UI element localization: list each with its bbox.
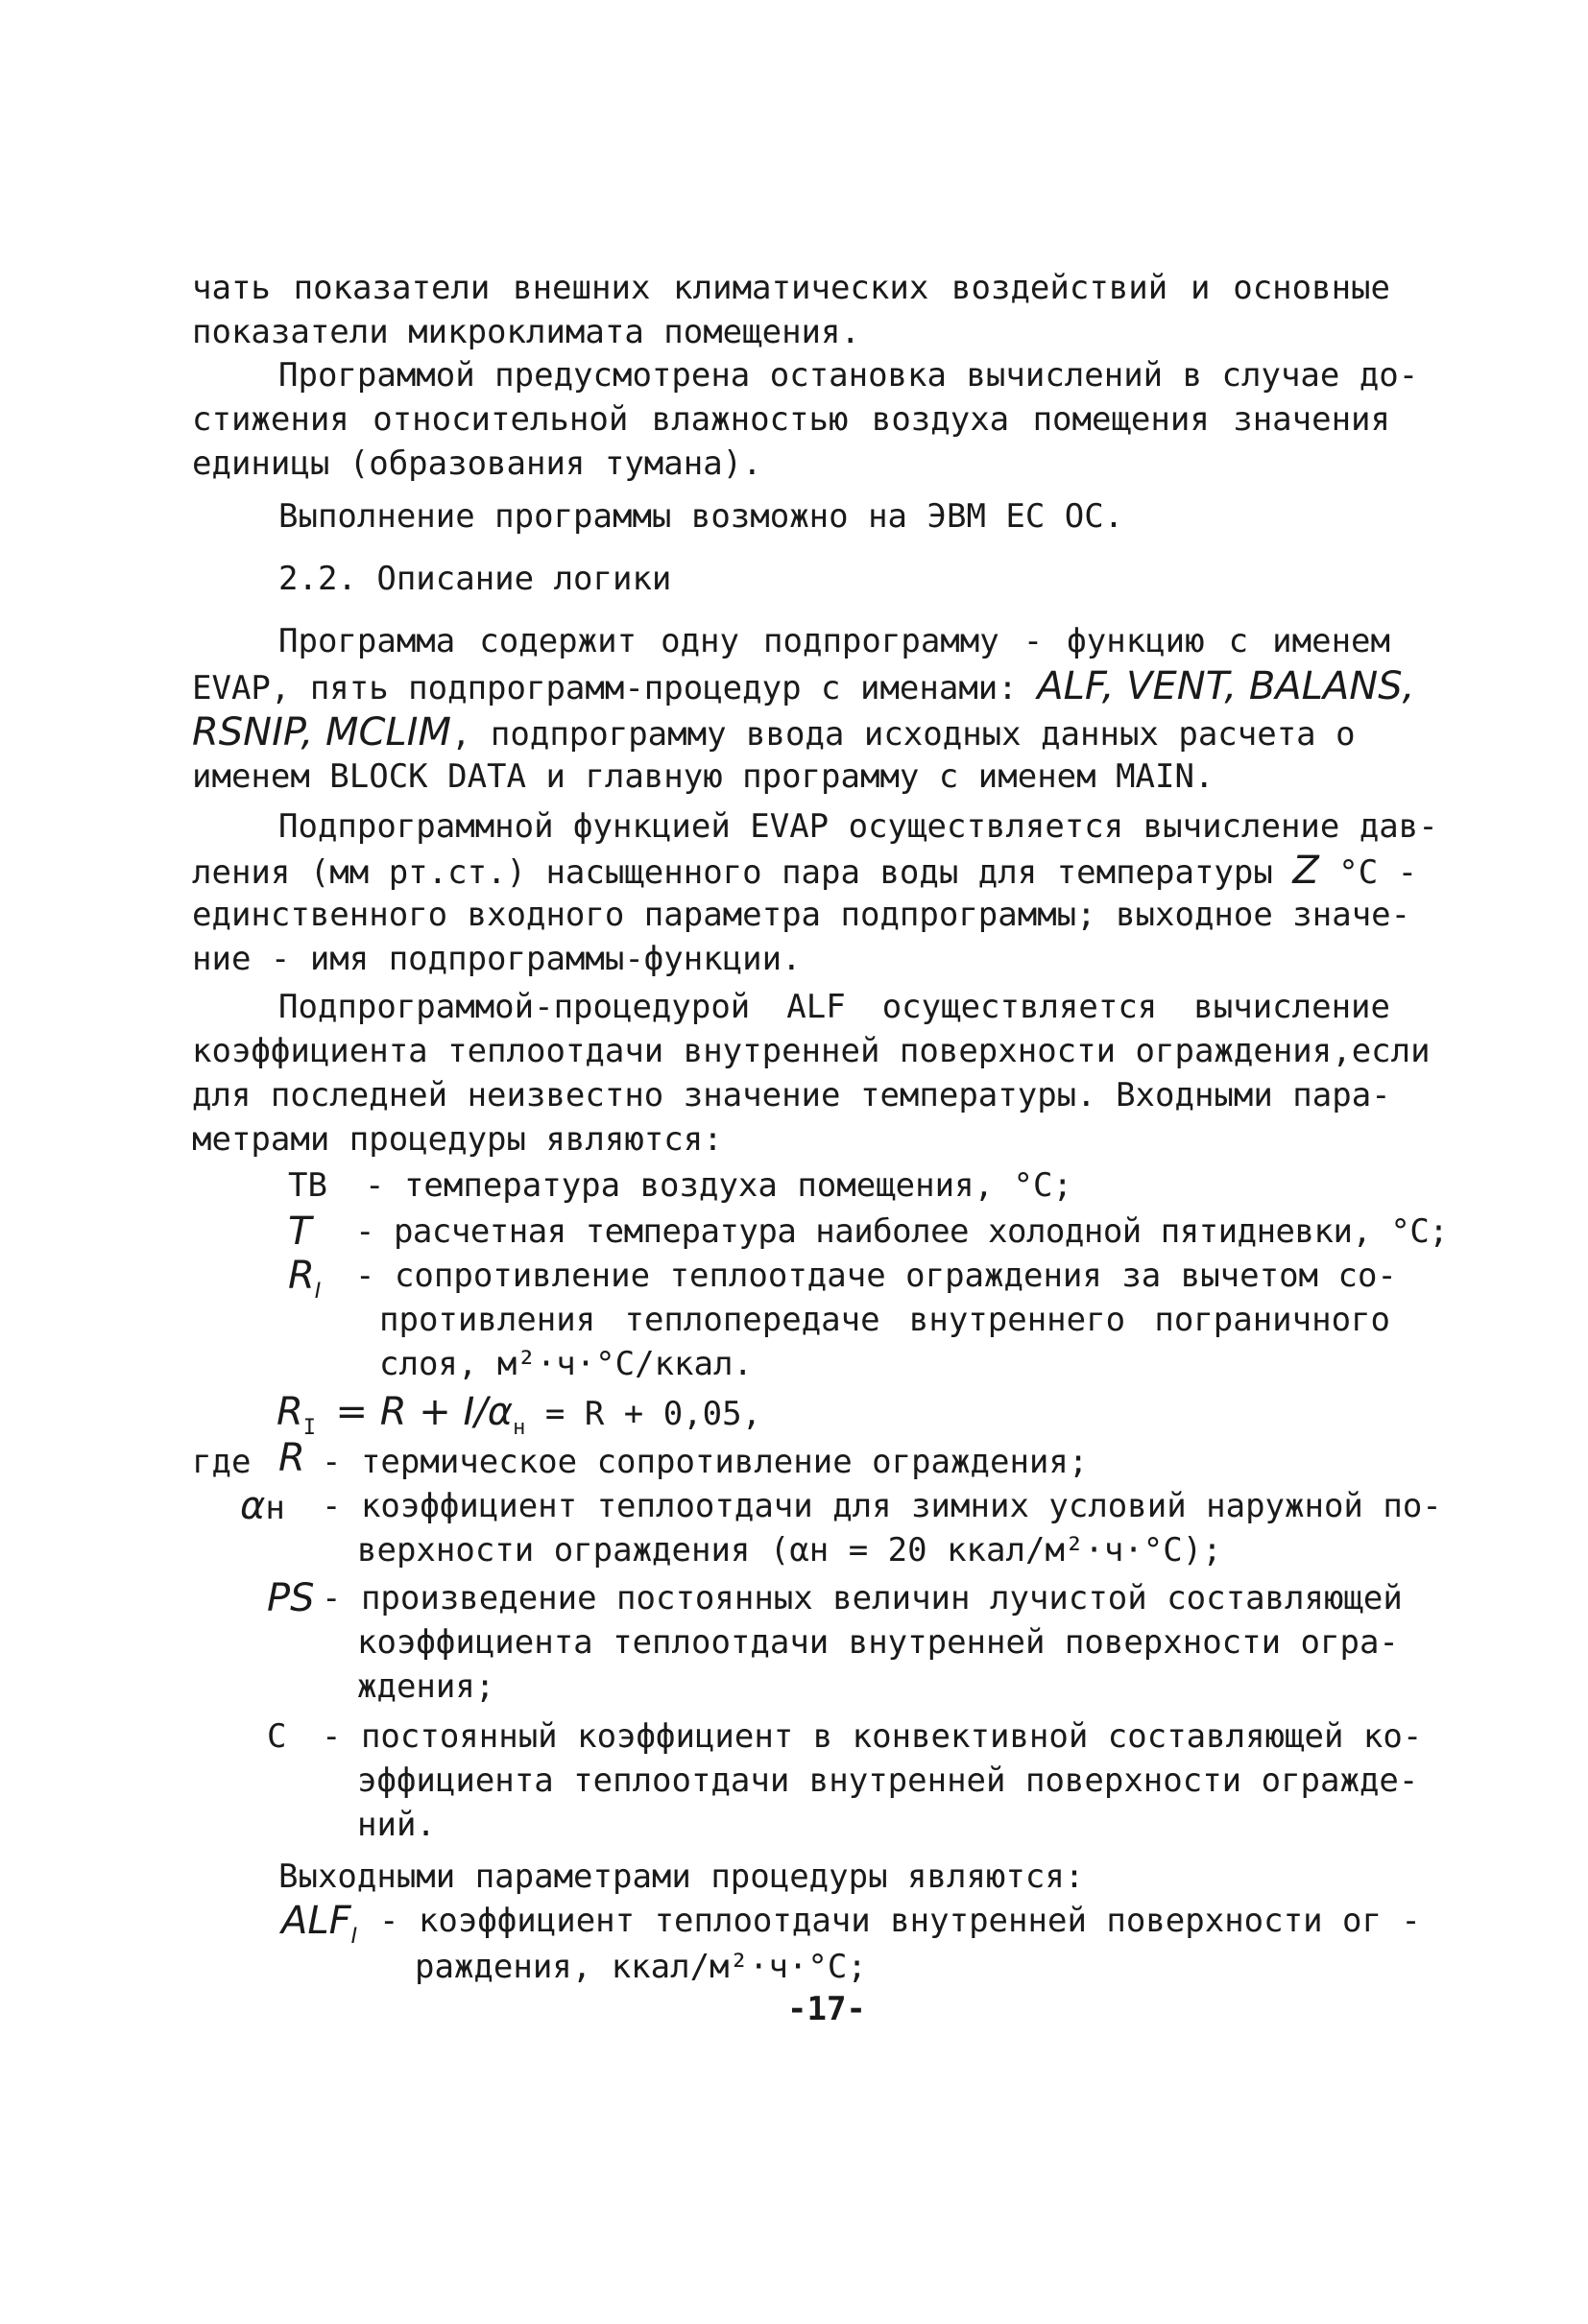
- where-alpha-symbol: [240, 1484, 285, 1530]
- where-c-line1: - постоянный коэффициент в конвективной составляющей ко-: [322, 1717, 1423, 1756]
- formula: [277, 1390, 762, 1440]
- formula-rhs: = R + I/α: [335, 1390, 514, 1434]
- alpha-suffix: н: [265, 1489, 285, 1527]
- output-alf-letters: ALF: [281, 1899, 351, 1943]
- alpha-letter: α: [240, 1484, 266, 1528]
- where-c-symbol: С: [267, 1717, 287, 1756]
- section-heading: 2.2. Описание логики: [278, 560, 672, 598]
- para4-line1: Программа содержит одну подпрограмму - функцию с именем: [278, 622, 1390, 660]
- output-alf-line1: - коэффициент теплоотдачи внутренней поверхности ог -: [379, 1902, 1421, 1940]
- param-tb-symbol: ТВ: [288, 1166, 327, 1205]
- outputs-heading: Выходными параметрами процедуры являются:: [278, 1857, 1085, 1896]
- para2-line1: Программой предусмотрена остановка вычислений в случае до-: [278, 356, 1419, 395]
- where-ps-line3: ждения;: [357, 1667, 495, 1706]
- output-alf-line2: раждения, ккал/м²·ч·°С;: [415, 1948, 867, 1986]
- where-alpha-line1: - коэффициент теплоотдачи для зимних условий наружной по-: [322, 1487, 1442, 1525]
- where-ps-line2: коэффициента теплоотдачи внутренней поверхности огра-: [357, 1623, 1399, 1662]
- where-r-symbol: R: [278, 1436, 305, 1480]
- para5-line2-text: ления (мм рт.ст.) насыщенного пара воды для температуры: [192, 853, 1273, 892]
- where-c-line3: ний.: [357, 1806, 436, 1844]
- where-c-line2: эффициента теплоотдачи внутренней поверхности огражде-: [357, 1761, 1419, 1800]
- para5-line2-unit: °С -: [1338, 853, 1418, 892]
- para4-line3-names: RSNIP, MCLIM: [192, 710, 451, 755]
- output-alf-symbol: [281, 1899, 358, 1949]
- para1-line2: показатели микроклимата помещения.: [192, 313, 860, 351]
- where-r-text: - термическое сопротивление ограждения;: [322, 1443, 1089, 1481]
- para3-line1: Выполнение программы возможно на ЭВМ ЕС ОС.: [278, 497, 1124, 536]
- output-alf-subscript: I: [350, 1925, 358, 1949]
- para5-line3: единственного входного параметра подпрограммы; выходное значе-: [192, 896, 1411, 934]
- para6-line3: для последней неизвестно значение температуры. Входными пара-: [192, 1076, 1391, 1114]
- para4-line2-names: ALF, VENT, BALANS,: [1037, 664, 1415, 708]
- where-label: где: [192, 1443, 252, 1481]
- para6-line1: Подпрограммой-процедурой ALF осуществляется вычисление: [278, 988, 1390, 1026]
- para4-line2-text: EVAP, пять подпрограмм-процедур с именами:: [192, 669, 1018, 707]
- para5-line2: [192, 849, 1417, 895]
- param-r1-line1: - сопротивление теплоотдаче ограждения за вычетом со-: [355, 1257, 1397, 1295]
- param-r1-subscript: I: [314, 1280, 322, 1304]
- para5-line2-symbol: Z: [1292, 849, 1319, 893]
- para2-line2: стижения относительной влажностью воздуха помещения значения: [192, 400, 1390, 439]
- para6-line4: метрами процедуры являются:: [192, 1120, 723, 1159]
- where-alpha-line2: верхности ограждения (αн = 20 ккал/м²·ч·°С);: [357, 1531, 1222, 1569]
- param-r1-line3: слоя, м²·ч·°С/ккал.: [379, 1345, 753, 1383]
- para2-line3: единицы (образования тумана).: [192, 444, 762, 483]
- para4-line4: именем BLOCK DATA и главную программу с именем MAIN.: [192, 757, 1215, 796]
- formula-rhs-subscript: н: [513, 1416, 526, 1440]
- where-ps-line1: - произведение постоянных величин лучистой составляющей: [322, 1579, 1403, 1617]
- para4-line3-text: , подпрограмму ввода исходных данных расчета о: [450, 715, 1356, 754]
- param-r1-letter: R: [288, 1254, 315, 1298]
- param-tb-text: - температура воздуха помещения, °С;: [365, 1166, 1072, 1205]
- para4-line3: [192, 710, 1356, 756]
- para1-line1: чать показатели внешних климатических воздействий и основные: [192, 269, 1390, 307]
- formula-lhs: R: [277, 1390, 303, 1434]
- para4-line2: [192, 664, 1414, 710]
- formula-lhs-subscript: I: [302, 1416, 317, 1440]
- formula-rhs2: = R + 0,05,: [544, 1395, 762, 1433]
- param-r1-symbol: [288, 1254, 322, 1304]
- param-r1-line2: противления теплопередаче внутреннего пограничного: [379, 1301, 1390, 1339]
- para5-line1: Подпрограммной функцией EVAP осуществляется вычисление дав-: [278, 807, 1438, 846]
- param-t-text: - расчетная температура наиболее холодной пятидневки, °С;: [355, 1212, 1449, 1251]
- page-number: -17-: [787, 1990, 866, 2028]
- where-ps-symbol: PS: [267, 1576, 315, 1620]
- para5-line4: ние - имя подпрограммы-функции.: [192, 940, 802, 978]
- para6-line2: коэффициента теплоотдачи внутренней поверхности ограждения,если: [192, 1032, 1431, 1070]
- param-t-symbol: T: [288, 1210, 312, 1254]
